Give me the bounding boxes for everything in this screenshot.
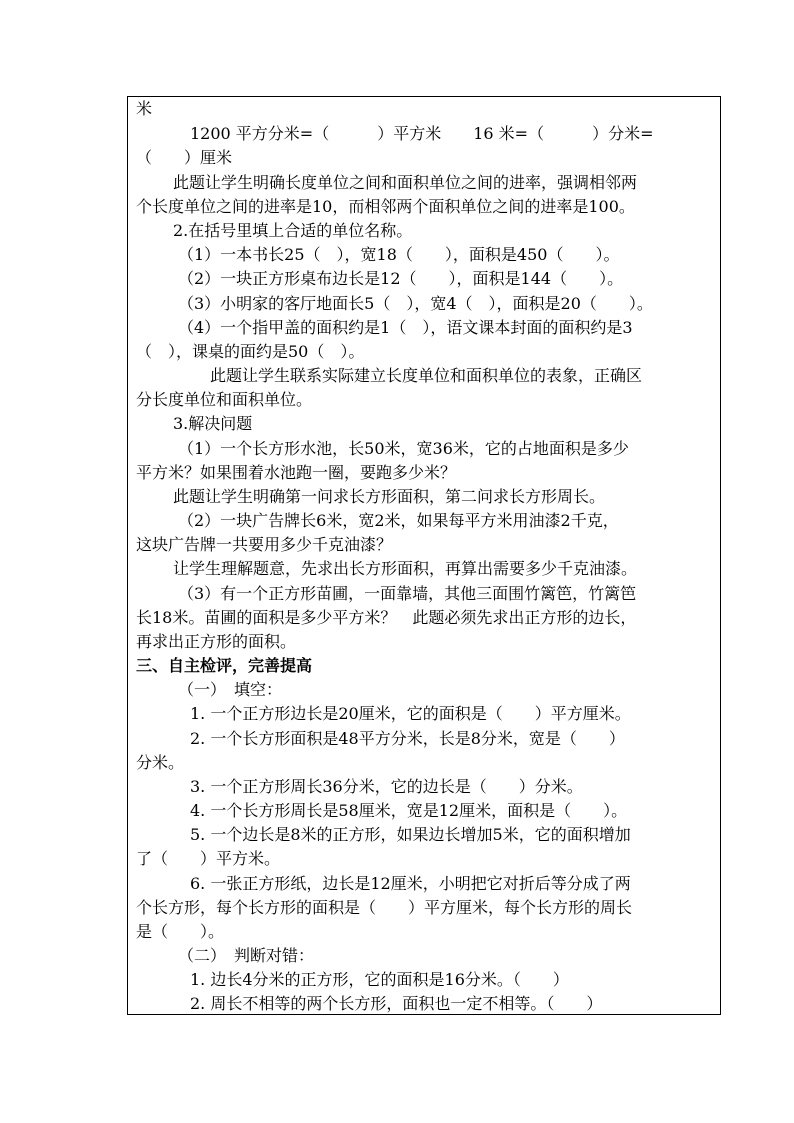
text-line: 米 — [136, 99, 153, 118]
text-line: 此题让学生明确第一问求长方形面积，第二问求长方形周长。 — [173, 487, 606, 506]
text-line: 1. 一个正方形边长是20厘米，它的面积是（ ）平方厘米。 — [190, 704, 631, 723]
text-line: （3）有一个正方形苗圃，一面靠墙，其他三面围竹篱笆，竹篱笆 — [178, 584, 637, 603]
text-line: 2.在括号里填上合适的单位名称。 — [173, 221, 413, 240]
text-line: 5. 一个边长是8米的正方形，如果边长增加5米，它的面积增加 — [190, 825, 631, 844]
text-line: 此题让学生明确长度单位之间和面积单位之间的进率，强调相邻两 — [173, 173, 638, 192]
text-line: 让学生理解题意，先求出长方形面积，再算出需要多少千克油漆。 — [173, 559, 638, 578]
section-heading: 三、自主检评，完善提高 — [136, 656, 313, 675]
text-line: 3.解决问题 — [173, 414, 253, 433]
text-line: 2. 一个长方形面积是48平方分米，长是8分米，宽是（ ） — [190, 729, 625, 748]
text-line: 2. 周长不相等的两个长方形，面积也一定不相等。（ ） — [190, 994, 603, 1013]
text-line: （ ）厘米 — [136, 148, 233, 167]
text-line: 个长度单位之间的进率是10，而相邻两个面积单位之间的进率是100。 — [136, 197, 635, 216]
text-line: 3. 一个正方形周长36分米，它的边长是（ ）分米。 — [190, 777, 583, 796]
text-line: 6. 一张正方形纸，边长是12厘米，小明把它对折后等分成了两 — [190, 874, 631, 893]
text-line: 1. 边长4分米的正方形，它的面积是16分米。（ ） — [190, 970, 569, 989]
text-line: 了（ ）平方米。 — [136, 849, 281, 868]
text-line: （ ），课桌的面约是50（ ）。 — [136, 342, 365, 361]
text-line: 个长方形，每个长方形的面积是（ ）平方厘米，每个长方形的周长 — [136, 898, 633, 917]
text-line: 分长度单位和面积单位。 — [136, 390, 313, 409]
text-line: （2）一块正方形桌布边长是12（ ），面积是144（ ）。 — [178, 269, 624, 288]
text-line: （4）一个指甲盖的面积约是1（ ），语文课本封面的面积约是3 — [178, 318, 633, 337]
text-line: 平方米？如果围着水池跑一圈，要跑多少米？ — [136, 463, 457, 482]
text-line: 再求出正方形的面积。 — [136, 632, 297, 651]
text-line: （一） 填空： — [178, 680, 283, 699]
text-line: （1）一本书长25（ ），宽18（ ），面积是450（ ）。 — [178, 245, 620, 264]
text-line: 此题让学生联系实际建立长度单位和面积单位的表象，正确区 — [210, 366, 643, 385]
text-line: 这块广告牌一共要用多少千克油漆？ — [136, 535, 393, 554]
text-line: （二） 判断对错： — [178, 946, 315, 965]
text-line: 长18米。苗圃的面积是多少平方米？ 此题必须先求出正方形的边长， — [136, 608, 637, 627]
text-line: （1）一个长方形水池，长50米，宽36米，它的占地面积是多少 — [178, 439, 629, 458]
text-line: 是（ ）。 — [136, 922, 225, 941]
text-line: （2）一块广告牌长6米，宽2米，如果每平方米用油漆2千克， — [178, 511, 619, 530]
text-line: 分米。 — [136, 753, 185, 772]
text-line: 1200 平方分米=（ ）平方米 16 米=（ ）分米= — [190, 124, 654, 143]
text-line: （3）小明家的客厅地面长5（ ），宽4（ ），面积是20（ ）。 — [178, 294, 653, 313]
text-line: 4. 一个长方形周长是58厘米，宽是12厘米，面积是（ ）。 — [190, 801, 628, 820]
